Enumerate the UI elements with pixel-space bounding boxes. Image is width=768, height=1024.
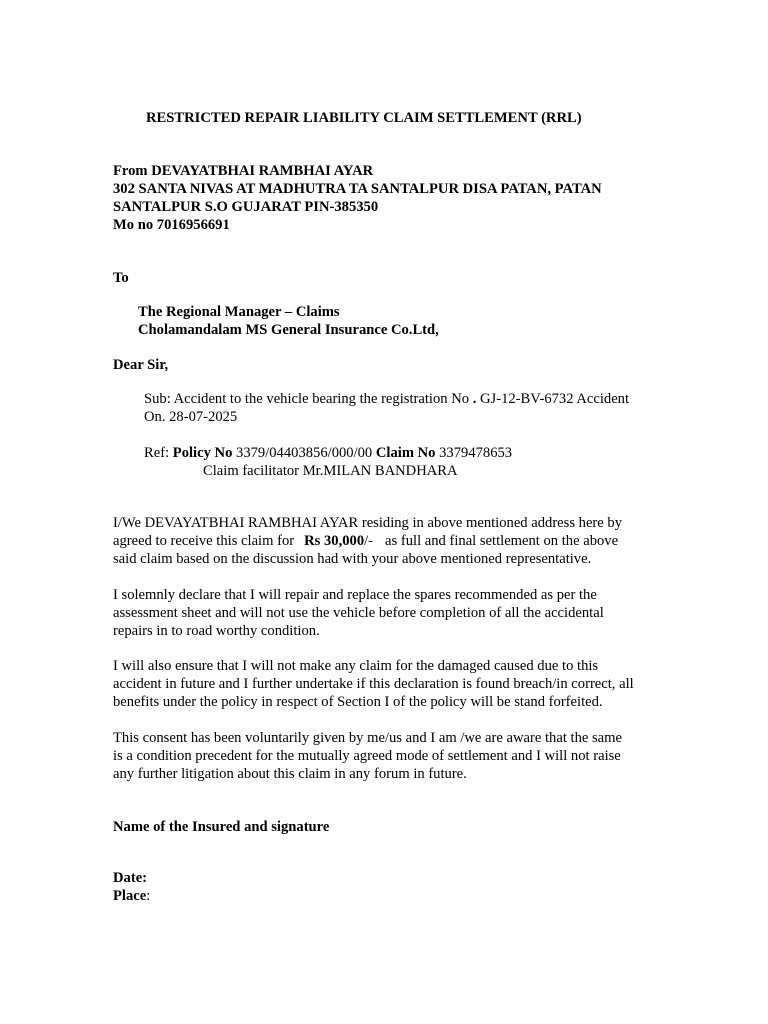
paragraph-2-line-2: assessment sheet and will not use the vehicle before completion of all the accidental xyxy=(113,605,604,621)
paragraph-4-line-1: This consent has been voluntarily given by me/us and I am /we are aware that the same xyxy=(113,730,622,746)
claim-number: 3379478653 xyxy=(435,445,513,461)
paragraph-4-line-2: is a condition precedent for the mutually agreed mode of settlement and I will not raise xyxy=(113,748,621,764)
signature-label: Name of the Insured and signature xyxy=(113,819,330,835)
settlement-amount: Rs 30,000 xyxy=(304,533,365,549)
paragraph-3-line-2: accident in future and I further undertake if this declaration is found breach/in correct, all xyxy=(113,676,634,692)
sender-block xyxy=(113,162,602,234)
recipient-company: Cholamandalam MS General Insurance Co.Ltd, xyxy=(138,322,439,338)
subject-block xyxy=(144,390,629,426)
subject-line-2: On. 28-07-2025 xyxy=(144,409,238,425)
settlement-amount-suffix: /- xyxy=(364,533,374,549)
reference-line-2 xyxy=(144,462,512,480)
paragraph-undertaking xyxy=(113,657,634,711)
sender-mobile: Mo no 7016956691 xyxy=(113,217,230,233)
paragraph-1-line-2-suffix: as full and final settlement on the above xyxy=(385,533,619,549)
place-line xyxy=(113,887,150,905)
recipient-title: The Regional Manager – Claims xyxy=(138,304,340,320)
paragraph-consent xyxy=(113,729,622,783)
recipient-block xyxy=(138,303,439,339)
subject-prefix: Sub: Accident to the vehicle bearing the registration No xyxy=(144,391,473,407)
salutation: Dear Sir, xyxy=(113,357,169,373)
subject-registration: GJ-12-BV-6732 Accident xyxy=(476,391,630,407)
place-label: Place xyxy=(113,888,147,904)
subject-line-1 xyxy=(144,390,629,408)
sender-address-line-1: 302 SANTA NIVAS AT MADHUTRA TA SANTALPUR DISA PATAN, PATAN xyxy=(113,181,602,197)
paragraph-1-line-2-prefix: agreed to receive this claim for xyxy=(113,533,295,549)
sender-address-line-2: SANTALPUR S.O GUJARAT PIN-385350 xyxy=(113,199,379,215)
paragraph-settlement xyxy=(113,514,622,568)
policy-number: 3379/04403856/000/00 xyxy=(232,445,376,461)
to-label: To xyxy=(113,270,129,286)
date-place-block xyxy=(113,869,150,905)
paragraph-1-line-3: said claim based on the discussion had with your above mentioned representative. xyxy=(113,551,592,567)
paragraph-3-line-3: benefits under the policy in respect of Section I of the policy will be stand forfeited. xyxy=(113,694,603,710)
claim-facilitator: Claim facilitator Mr.MILAN BANDHARA xyxy=(203,463,458,479)
subject-dot: . xyxy=(472,391,477,407)
place-colon: : xyxy=(146,888,151,904)
claim-label: Claim No xyxy=(375,445,436,461)
sender-name: From DEVAYATBHAI RAMBHAI AYAR xyxy=(113,163,374,179)
paragraph-2-line-1: I solemnly declare that I will repair and replace the spares recommended as per the xyxy=(113,587,597,603)
paragraph-2-line-3: repairs in to road worthy condition. xyxy=(113,623,320,639)
reference-prefix: Ref: xyxy=(144,445,173,461)
date-label: Date: xyxy=(113,870,148,886)
paragraph-4-line-3: any further litigation about this claim in any forum in future. xyxy=(113,766,467,782)
paragraph-1-line-2 xyxy=(113,532,622,550)
paragraph-declaration xyxy=(113,586,604,640)
document-title: RESTRICTED REPAIR LIABILITY CLAIM SETTLEMENT (RRL) xyxy=(146,110,582,126)
paragraph-1-line-1: I/We DEVAYATBHAI RAMBHAI AYAR residing in above mentioned address here by xyxy=(113,515,623,531)
policy-label: Policy No xyxy=(172,445,233,461)
paragraph-3-line-1: I will also ensure that I will not make any claim for the damaged caused due to this xyxy=(113,658,599,674)
reference-line-1 xyxy=(144,444,512,462)
reference-block xyxy=(144,444,512,480)
